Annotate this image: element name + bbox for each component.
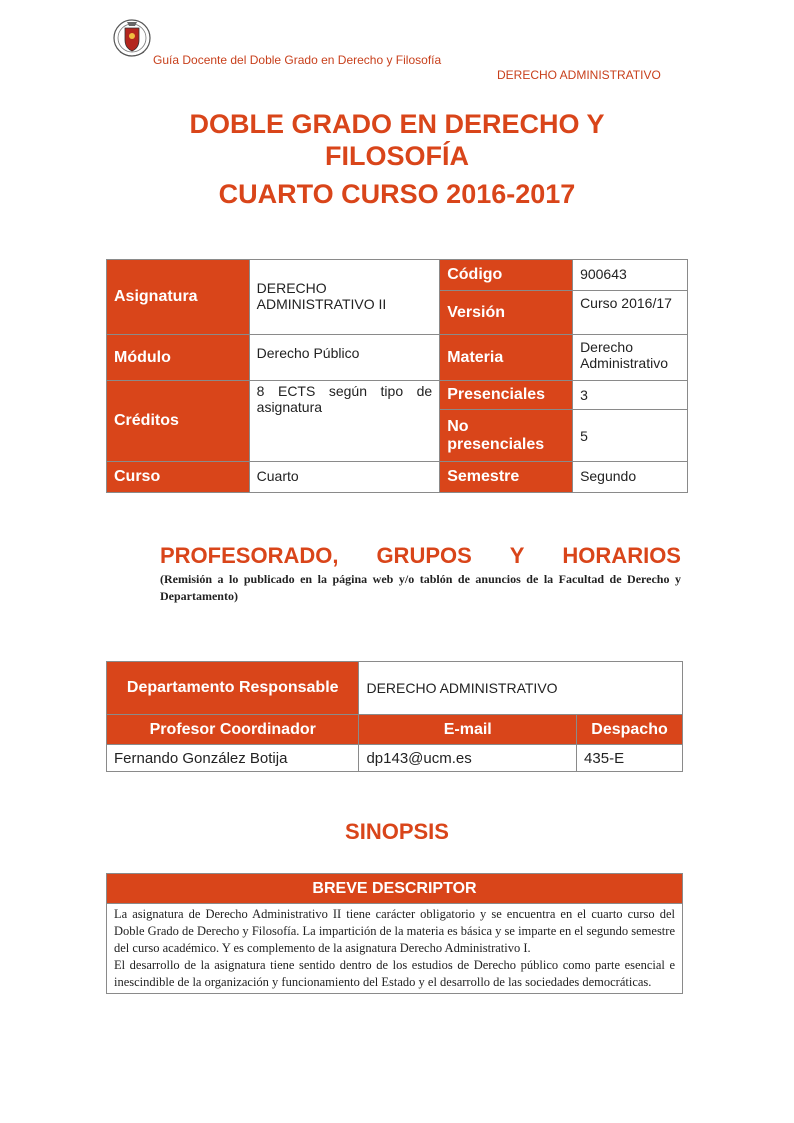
despacho-label: Despacho xyxy=(577,715,683,745)
modulo-label: Módulo xyxy=(107,335,250,381)
version-value: Curso 2016/17 xyxy=(573,291,688,335)
asignatura-value: DERECHO ADMINISTRATIVO II xyxy=(249,260,440,335)
presenciales-value: 3 xyxy=(573,381,688,410)
semestre-value: Segundo xyxy=(573,462,688,493)
descriptor-paragraph-1: La asignatura de Derecho Administrativo II tiene carácter obligatorio y se encuentra en el cuarto curso del Doble Grado de Derecho y Filosofía. La impartición de la materia es básica y se imparte en el segundo semestre del curso académico. Y es complemento de la asignatura Derecho Administrativo I. xyxy=(114,907,675,955)
profesorado-word-3: Y xyxy=(509,543,525,568)
profesorado-word-2: GRUPOS xyxy=(376,543,472,568)
semestre-label: Semestre xyxy=(440,462,573,493)
creditos-value: 8 ECTS según tipo de asignatura xyxy=(249,381,440,462)
dept-value: DERECHO ADMINISTRATIVO xyxy=(359,662,683,715)
curso-label: Curso xyxy=(107,462,250,493)
email-label: E-mail xyxy=(359,715,577,745)
coord-value: Fernando González Botija xyxy=(107,745,359,772)
dept-label: Departamento Responsable xyxy=(107,662,359,715)
descriptor-paragraph-2: El desarrollo de la asignatura tiene sentido dentro de los estudios de Derecho público como parte esencial e inescindible de la organización y funcionamiento del Estado y el desarrollo de las sociedades democráticas. xyxy=(114,958,675,989)
subject-info-table xyxy=(106,259,688,493)
profesorado-word-1: PROFESORADO, xyxy=(160,543,339,568)
curso-value: Cuarto xyxy=(249,462,440,493)
descriptor-table xyxy=(106,873,683,994)
no-presenciales-value: 5 xyxy=(573,410,688,462)
materia-value: Derecho Administrativo xyxy=(573,335,688,381)
despacho-value: 435-E xyxy=(577,745,683,772)
descriptor-body xyxy=(107,904,683,994)
materia-label: Materia xyxy=(440,335,573,381)
page-title-line1: DOBLE GRADO EN DERECHO Y xyxy=(189,109,605,139)
university-seal-icon xyxy=(112,16,152,62)
no-presenciales-label: No presenciales xyxy=(440,410,573,462)
codigo-value: 900643 xyxy=(573,260,688,291)
profesorado-heading xyxy=(160,543,681,569)
remision-note: (Remisión a lo publicado en la página web y/o tablón de anuncios de la Facultad de Derecho y Departamento) xyxy=(160,572,681,603)
department-table xyxy=(106,661,683,772)
profesorado-word-4: HORARIOS xyxy=(562,543,681,568)
header-doc-title: Guía Docente del Doble Grado en Derecho y Filosofía xyxy=(153,53,442,67)
asignatura-label: Asignatura xyxy=(107,260,250,335)
descriptor-label: BREVE DESCRIPTOR xyxy=(107,874,683,904)
presenciales-label: Presenciales xyxy=(440,381,573,410)
sinopsis-heading: SINOPSIS xyxy=(345,819,449,844)
codigo-label: Código xyxy=(440,260,573,291)
version-label: Versión xyxy=(440,291,573,335)
creditos-label: Créditos xyxy=(107,381,250,462)
coord-label: Profesor Coordinador xyxy=(107,715,359,745)
email-value[interactable]: dp143@ucm.es xyxy=(359,745,577,772)
page-title-line3: CUARTO CURSO 2016-2017 xyxy=(218,179,576,209)
page-title-line2: FILOSOFÍA xyxy=(325,141,469,171)
modulo-value: Derecho Público xyxy=(249,335,440,381)
header-subject: DERECHO ADMINISTRATIVO xyxy=(497,68,661,82)
